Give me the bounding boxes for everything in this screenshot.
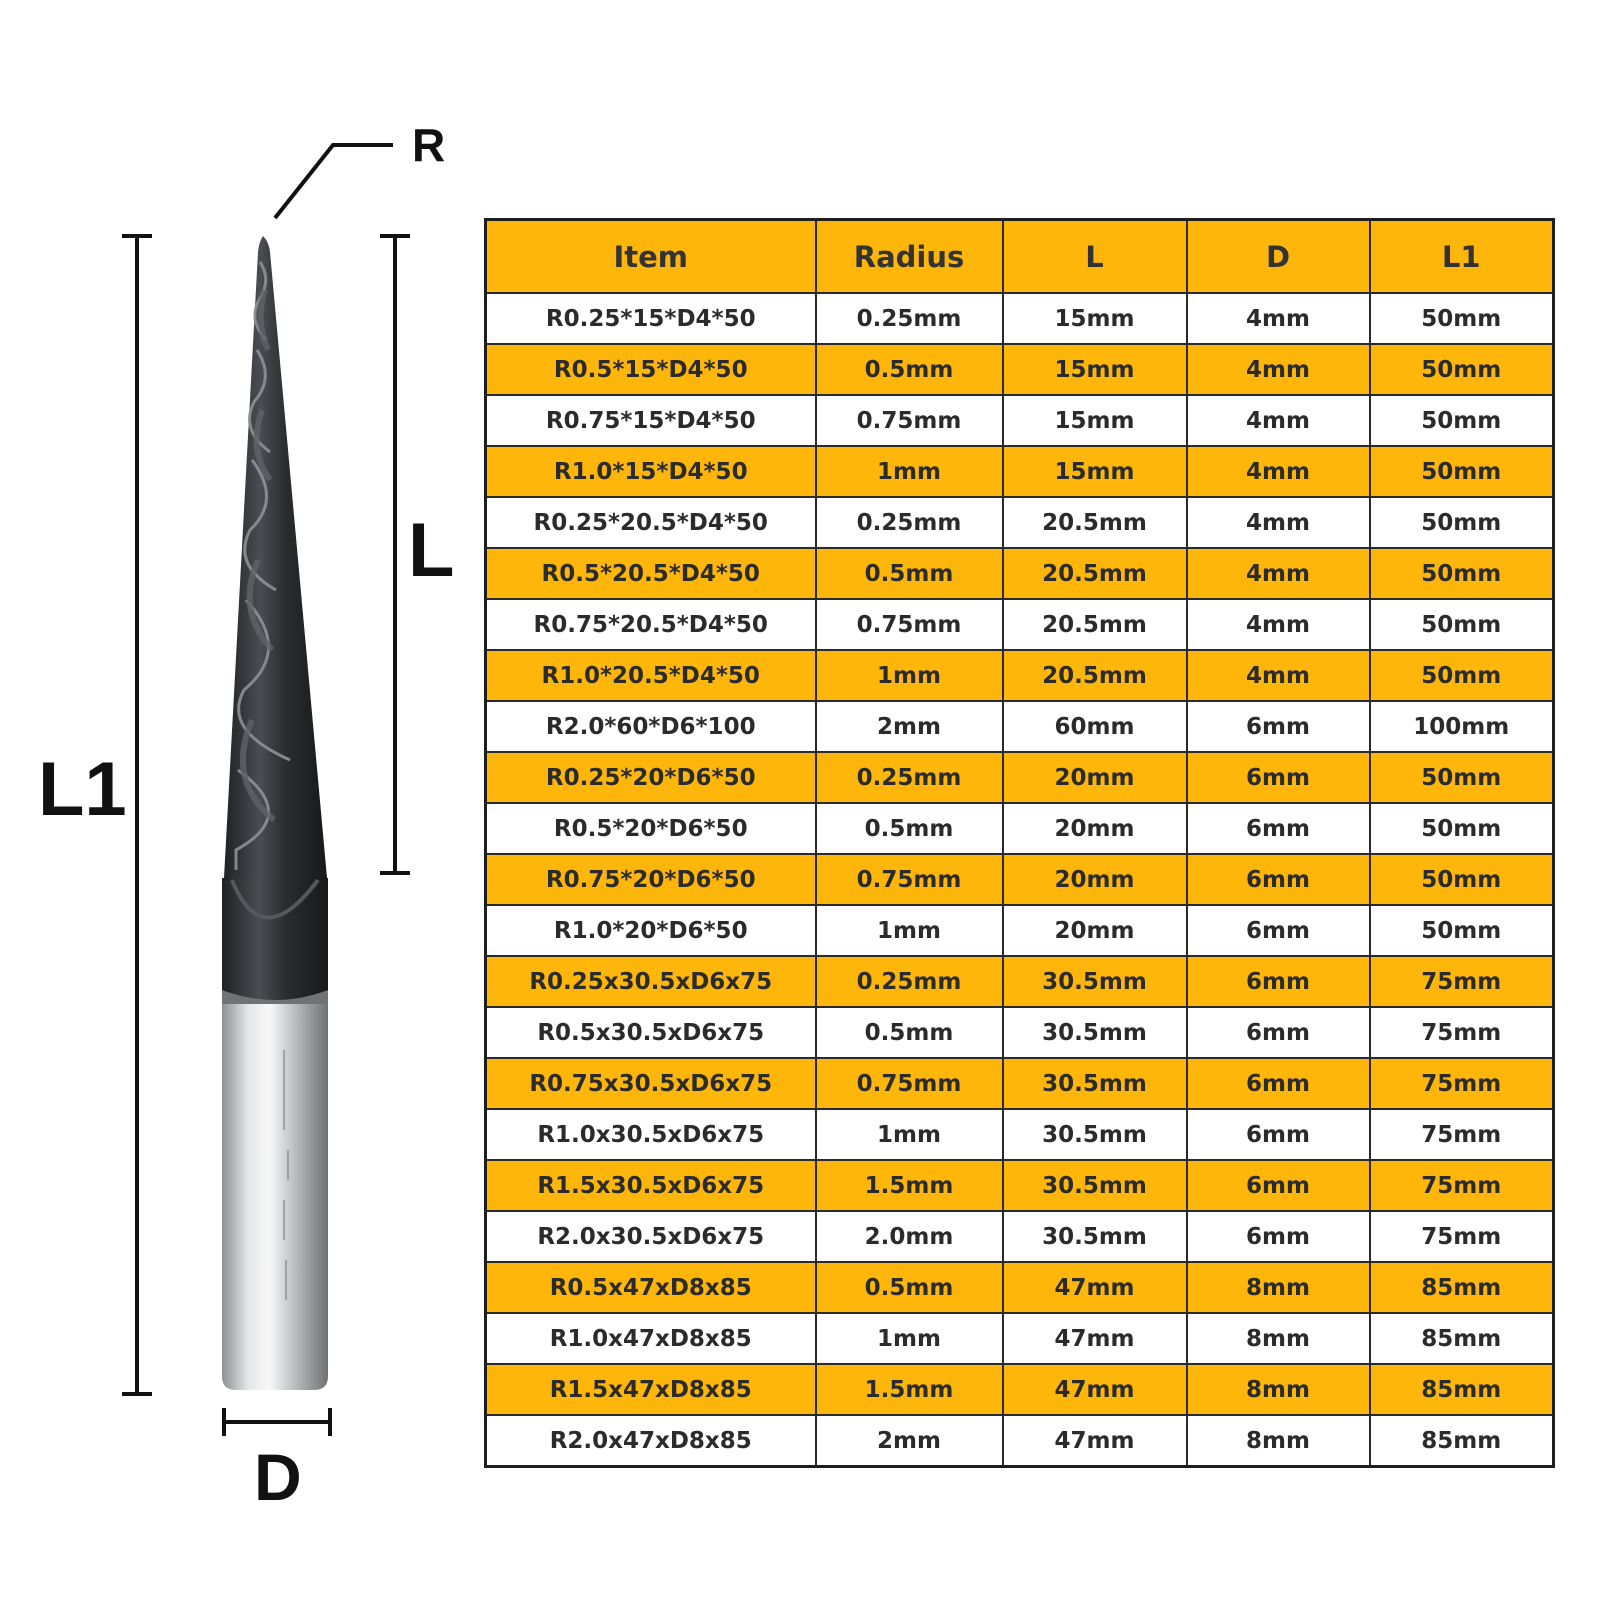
l1-cell: 50mm [1370, 803, 1554, 854]
l1-cell: 75mm [1370, 1109, 1554, 1160]
item-cell: R0.5*15*D4*50 [486, 344, 816, 395]
table-row [486, 905, 1554, 956]
l1-cell: 75mm [1370, 956, 1554, 1007]
radius-cell: 2.0mm [816, 1211, 1003, 1262]
l1-cell: 50mm [1370, 548, 1554, 599]
header-radius: Radius [816, 220, 1003, 294]
d-cell: 6mm [1187, 1211, 1370, 1262]
header-l1: L1 [1370, 220, 1554, 294]
d-cell: 6mm [1187, 1109, 1370, 1160]
radius-cell: 0.5mm [816, 344, 1003, 395]
d-cell: 6mm [1187, 854, 1370, 905]
l1-cell: 50mm [1370, 752, 1554, 803]
d-cell: 4mm [1187, 497, 1370, 548]
l1-cell: 50mm [1370, 905, 1554, 956]
l-cell: 47mm [1003, 1262, 1187, 1313]
d-cell: 4mm [1187, 293, 1370, 344]
l-cell: 20mm [1003, 803, 1187, 854]
item-cell: R1.5x30.5xD6x75 [486, 1160, 816, 1211]
header-item: Item [486, 220, 816, 294]
length-label: L [408, 508, 455, 593]
radius-leader-line [275, 145, 393, 218]
table-row [486, 956, 1554, 1007]
d-cell: 6mm [1187, 1160, 1370, 1211]
tool-shank [222, 1000, 328, 1390]
table-row [486, 1160, 1554, 1211]
item-cell: R0.75*15*D4*50 [486, 395, 816, 446]
l-cell: 20mm [1003, 854, 1187, 905]
l-cell: 15mm [1003, 446, 1187, 497]
table-row [486, 650, 1554, 701]
end-mill-tool [222, 236, 328, 1390]
table-row [486, 1058, 1554, 1109]
l1-cell: 50mm [1370, 293, 1554, 344]
radius-cell: 1mm [816, 905, 1003, 956]
d-cell: 6mm [1187, 956, 1370, 1007]
d-cell: 8mm [1187, 1415, 1370, 1467]
radius-cell: 0.5mm [816, 803, 1003, 854]
table-row [486, 752, 1554, 803]
item-cell: R0.25*20*D6*50 [486, 752, 816, 803]
l-cell: 30.5mm [1003, 956, 1187, 1007]
radius-cell: 0.25mm [816, 956, 1003, 1007]
radius-cell: 0.75mm [816, 599, 1003, 650]
l-cell: 30.5mm [1003, 1160, 1187, 1211]
header-d: D [1187, 220, 1370, 294]
l-cell: 20.5mm [1003, 599, 1187, 650]
l-cell: 30.5mm [1003, 1058, 1187, 1109]
radius-cell: 1mm [816, 446, 1003, 497]
table-row [486, 854, 1554, 905]
table-row [486, 1262, 1554, 1313]
table-row [486, 1313, 1554, 1364]
l1-cell: 85mm [1370, 1262, 1554, 1313]
radius-cell: 0.75mm [816, 854, 1003, 905]
item-cell: R0.5*20*D6*50 [486, 803, 816, 854]
d-cell: 6mm [1187, 803, 1370, 854]
table-body [486, 293, 1554, 1467]
l1-cell: 85mm [1370, 1415, 1554, 1467]
d-cell: 6mm [1187, 701, 1370, 752]
l1-cell: 75mm [1370, 1160, 1554, 1211]
radius-cell: 0.25mm [816, 752, 1003, 803]
l1-cell: 85mm [1370, 1364, 1554, 1415]
d-cell: 8mm [1187, 1313, 1370, 1364]
l1-cell: 50mm [1370, 395, 1554, 446]
item-cell: R0.5x30.5xD6x75 [486, 1007, 816, 1058]
l-cell: 20.5mm [1003, 650, 1187, 701]
header-row [486, 220, 1554, 294]
l-cell: 30.5mm [1003, 1109, 1187, 1160]
d-cell: 8mm [1187, 1364, 1370, 1415]
radius-cell: 0.5mm [816, 548, 1003, 599]
l1-cell: 75mm [1370, 1007, 1554, 1058]
table-row [486, 497, 1554, 548]
item-cell: R2.0x47xD8x85 [486, 1415, 816, 1467]
l-cell: 15mm [1003, 293, 1187, 344]
d-cell: 6mm [1187, 1058, 1370, 1109]
radius-cell: 0.25mm [816, 293, 1003, 344]
item-cell: R1.0*15*D4*50 [486, 446, 816, 497]
diameter-dimension [224, 1408, 330, 1436]
item-cell: R0.5*20.5*D4*50 [486, 548, 816, 599]
radius-cell: 1mm [816, 650, 1003, 701]
d-cell: 4mm [1187, 650, 1370, 701]
l1-cell: 85mm [1370, 1313, 1554, 1364]
radius-cell: 2mm [816, 1415, 1003, 1467]
radius-cell: 0.5mm [816, 1262, 1003, 1313]
item-cell: R0.25*20.5*D4*50 [486, 497, 816, 548]
table-row [486, 599, 1554, 650]
table-row [486, 1211, 1554, 1262]
radius-cell: 1mm [816, 1313, 1003, 1364]
l-cell: 30.5mm [1003, 1007, 1187, 1058]
l1-cell: 75mm [1370, 1211, 1554, 1262]
item-cell: R0.75*20.5*D4*50 [486, 599, 816, 650]
l-cell: 20mm [1003, 752, 1187, 803]
radius-cell: 2mm [816, 701, 1003, 752]
item-cell: R0.75x30.5xD6x75 [486, 1058, 816, 1109]
l-cell: 47mm [1003, 1364, 1187, 1415]
d-cell: 8mm [1187, 1262, 1370, 1313]
l-cell: 47mm [1003, 1313, 1187, 1364]
diameter-label: D [254, 1440, 302, 1514]
d-cell: 4mm [1187, 599, 1370, 650]
table-row [486, 344, 1554, 395]
l-cell: 47mm [1003, 1415, 1187, 1467]
l-cell: 15mm [1003, 395, 1187, 446]
table-row [486, 1364, 1554, 1415]
item-cell: R2.0x30.5xD6x75 [486, 1211, 816, 1262]
d-cell: 6mm [1187, 1007, 1370, 1058]
radius-cell: 0.25mm [816, 497, 1003, 548]
item-cell: R0.75*20*D6*50 [486, 854, 816, 905]
l1-cell: 75mm [1370, 1058, 1554, 1109]
radius-cell: 1mm [816, 1109, 1003, 1160]
l1-cell: 50mm [1370, 497, 1554, 548]
table-row [486, 293, 1554, 344]
item-cell: R1.0*20*D6*50 [486, 905, 816, 956]
radius-cell: 0.5mm [816, 1007, 1003, 1058]
table-row [486, 1109, 1554, 1160]
item-cell: R0.25*15*D4*50 [486, 293, 816, 344]
l-cell: 20mm [1003, 905, 1187, 956]
table-row [486, 803, 1554, 854]
item-cell: R0.5x47xD8x85 [486, 1262, 816, 1313]
flute-length-dimension [380, 236, 410, 873]
item-cell: R1.0x30.5xD6x75 [486, 1109, 816, 1160]
l-cell: 60mm [1003, 701, 1187, 752]
l1-cell: 100mm [1370, 701, 1554, 752]
l-cell: 15mm [1003, 344, 1187, 395]
item-cell: R1.0x47xD8x85 [486, 1313, 816, 1364]
d-cell: 4mm [1187, 446, 1370, 497]
table-row [486, 701, 1554, 752]
l1-cell: 50mm [1370, 599, 1554, 650]
l1-cell: 50mm [1370, 854, 1554, 905]
d-cell: 6mm [1187, 905, 1370, 956]
table-row [486, 1007, 1554, 1058]
table-header [486, 220, 1554, 294]
d-cell: 4mm [1187, 548, 1370, 599]
table-row [486, 395, 1554, 446]
item-cell: R1.0*20.5*D4*50 [486, 650, 816, 701]
radius-cell: 1.5mm [816, 1160, 1003, 1211]
overall-length-label: L1 [38, 747, 127, 832]
item-cell: R0.25x30.5xD6x75 [486, 956, 816, 1007]
spec-table [484, 218, 1555, 1468]
l-cell: 20.5mm [1003, 497, 1187, 548]
l1-cell: 50mm [1370, 446, 1554, 497]
d-cell: 4mm [1187, 395, 1370, 446]
l1-cell: 50mm [1370, 650, 1554, 701]
d-cell: 6mm [1187, 752, 1370, 803]
table-row [486, 446, 1554, 497]
item-cell: R1.5x47xD8x85 [486, 1364, 816, 1415]
radius-cell: 0.75mm [816, 1058, 1003, 1109]
radius-cell: 1.5mm [816, 1364, 1003, 1415]
table-row [486, 548, 1554, 599]
item-cell: R2.0*60*D6*100 [486, 701, 816, 752]
header-l: L [1003, 220, 1187, 294]
d-cell: 4mm [1187, 344, 1370, 395]
l1-cell: 50mm [1370, 344, 1554, 395]
radius-label: R [412, 119, 446, 171]
table-row [486, 1415, 1554, 1467]
tool-flutes [224, 236, 327, 878]
l-cell: 30.5mm [1003, 1211, 1187, 1262]
l-cell: 20.5mm [1003, 548, 1187, 599]
radius-cell: 0.75mm [816, 395, 1003, 446]
